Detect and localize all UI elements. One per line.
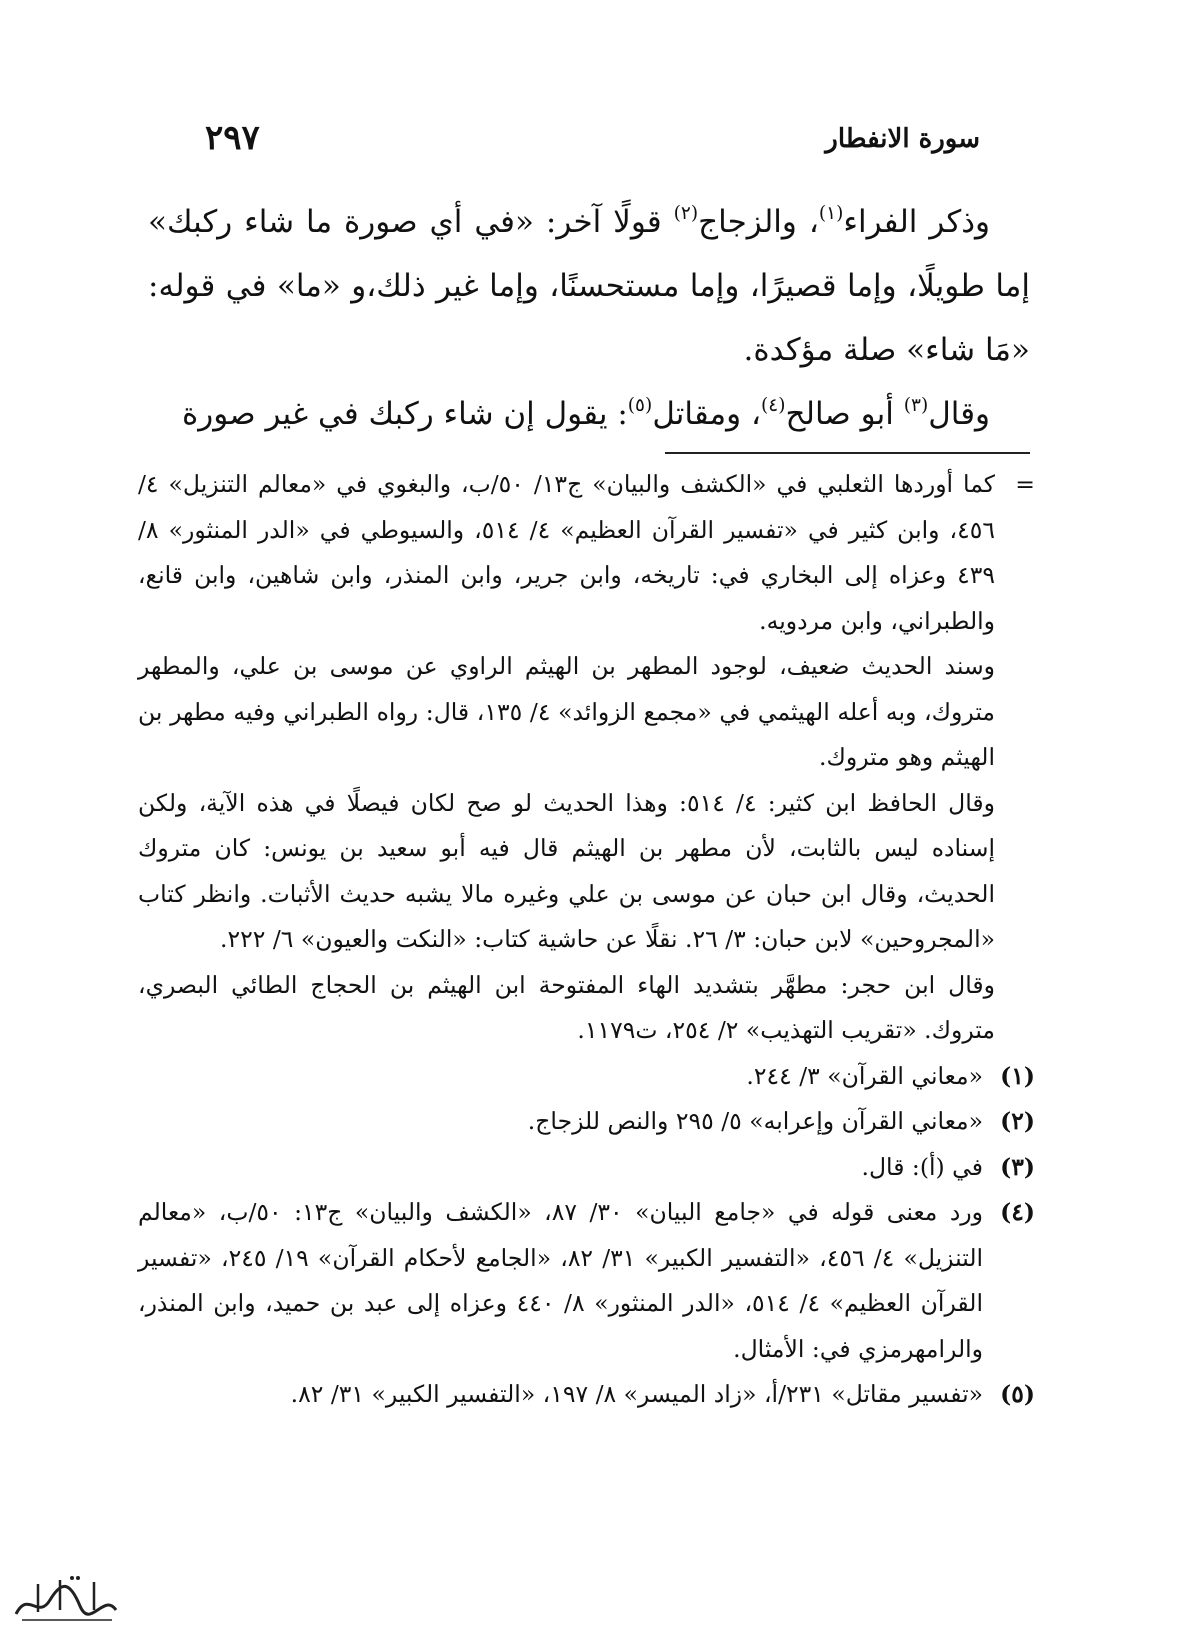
footnote-ref: (١) bbox=[818, 202, 844, 224]
footnote-number: (١) bbox=[1000, 1061, 1035, 1090]
footnote-text: وسند الحديث ضعيف، لوجود المطهر بن الهيثم الراوي عن موسى بن علي، والمطهر متروك، وبه أعله الهيثمي في «مجمع الزوائد» ٤/ ١٣٥، قال: رواه الطبراني وفيه مطهر بن الهيثم وهو متروك. bbox=[138, 652, 996, 771]
footnote-separator bbox=[665, 452, 1030, 454]
text-run: ، ومقاتل bbox=[652, 396, 761, 432]
footnote-item bbox=[138, 1145, 1035, 1191]
footnote-text: «تفسير مقاتل» ٢٣١/أ، «زاد الميسر» ٨/ ١٩٧، «التفسير الكبير» ٣١/ ٨٢. bbox=[290, 1380, 983, 1408]
publisher-stamp-logo bbox=[8, 1570, 123, 1632]
footnote-ref: (٥) bbox=[627, 394, 653, 416]
text-run: وذكر الفراء bbox=[843, 204, 990, 240]
footnote-number: (٤) bbox=[1000, 1198, 1035, 1226]
footnote-item bbox=[138, 1099, 1035, 1145]
footnote-text: «معاني القرآن» ٣/ ٢٤٤. bbox=[746, 1061, 983, 1090]
footnote-text: «معاني القرآن وإعرابه» ٥/ ٢٩٥ والنص للزجاج. bbox=[527, 1107, 983, 1135]
footnote-text: في (أ): قال. bbox=[861, 1152, 983, 1181]
footnote-item bbox=[138, 1372, 1035, 1418]
footnote-continuation bbox=[138, 781, 1035, 963]
footnote-continuation bbox=[138, 462, 1035, 644]
page-number: ٢٩٧ bbox=[205, 118, 260, 158]
footnote-text: ورد معنى قوله في «جامع البيان» ٣٠/ ٨٧، «الكشف والبيان» ج١٣: ٥٠/ب، «معالم التنزيل» ٤/ ٤٥٦، «التفسير الكبير» ٣١/ ٨٢، «الجامع لأحكام القرآن» ١٩/ ٢٤٥، «تفسير القرآن العظيم» ٤/ ٥١٤، «الدر المنثور» ٨/ ٤٤٠ وعزاه إلى عبد بن حميد، وابن المنذر، والرامهرمزي في: الأمثال. bbox=[138, 1198, 984, 1363]
footnote-ref: (٤) bbox=[760, 394, 786, 416]
surah-title: سورة الانفطار bbox=[825, 124, 980, 154]
text-run: قولًا آخر: «في أي صورة ما شاء ركبك» إما طويلًا، وإما قصيرًا، وإما مستحسنًا، وإما غير ذلك،و «ما» في قوله: «مَا شاء» صلة مؤكدة. bbox=[148, 204, 1030, 368]
footnote-item bbox=[138, 1054, 1035, 1100]
main-paragraph bbox=[148, 382, 1030, 446]
footnote-text: وقال ابن حجر: مطهَّر بتشديد الهاء المفتوحة ابن الهيثم بن الحجاج الطائي البصري، متروك. «تقريب التهذيب» ٢/ ٢٥٤، ت١١٧٩. bbox=[138, 970, 995, 1044]
main-text bbox=[148, 190, 1030, 446]
continuation-mark: = bbox=[1015, 470, 1035, 498]
footnote-text: كما أوردها الثعلبي في «الكشف والبيان» ج١٣/ ٥٠/ب، والبغوي في «معالم التنزيل» ٤/ ٤٥٦، وابن كثير في «تفسير القرآن العظيم» ٤/ ٥١٤، والسيوطي في «الدر المنثور» ٨/ ٤٣٩ وعزاه إلى البخاري في: تاريخه، وابن جرير، وابن المنذر، وابن شاهين، وابن قانع، والطبراني، وابن مردويه. bbox=[138, 470, 995, 635]
footnote-number: (٣) bbox=[1000, 1152, 1035, 1181]
footnote-number: (٥) bbox=[1000, 1380, 1035, 1408]
footnote-continuation bbox=[138, 963, 1035, 1054]
footnote-ref: (٣) bbox=[903, 394, 929, 416]
page-header bbox=[205, 118, 980, 168]
footnote-ref: (٢) bbox=[673, 202, 699, 224]
text-run: أبو صالح bbox=[785, 396, 904, 432]
footnote-number: (٢) bbox=[1000, 1107, 1035, 1135]
footnote-text: وقال الحافظ ابن كثير: ٤/ ٥١٤: وهذا الحديث لو صح لكان فيصلًا في هذه الآية، ولكن إسناده ليس بالثابت، لأن مطهر بن الهيثم قال فيه أبو سعيد بن يونس: كان متروك الحديث، وقال ابن حبان عن موسى بن علي وغيره مالا يشبه حديث الأثبات. وانظر كتاب «المجروحين» لابن حبان: ٣/ ٢٦. نقلًا عن حاشية كتاب: «النكت والعيون» ٦/ ٢٢٢. bbox=[138, 788, 995, 953]
main-paragraph bbox=[148, 190, 1030, 382]
footnote-continuation bbox=[138, 644, 1035, 781]
footnote-item bbox=[138, 1190, 1035, 1372]
text-run: ، والزجاج bbox=[698, 204, 819, 240]
text-run: : يقول إن شاء ركبك في غير صورة bbox=[182, 396, 628, 432]
text-run: وقال bbox=[928, 396, 990, 432]
footnotes bbox=[138, 462, 1035, 1418]
